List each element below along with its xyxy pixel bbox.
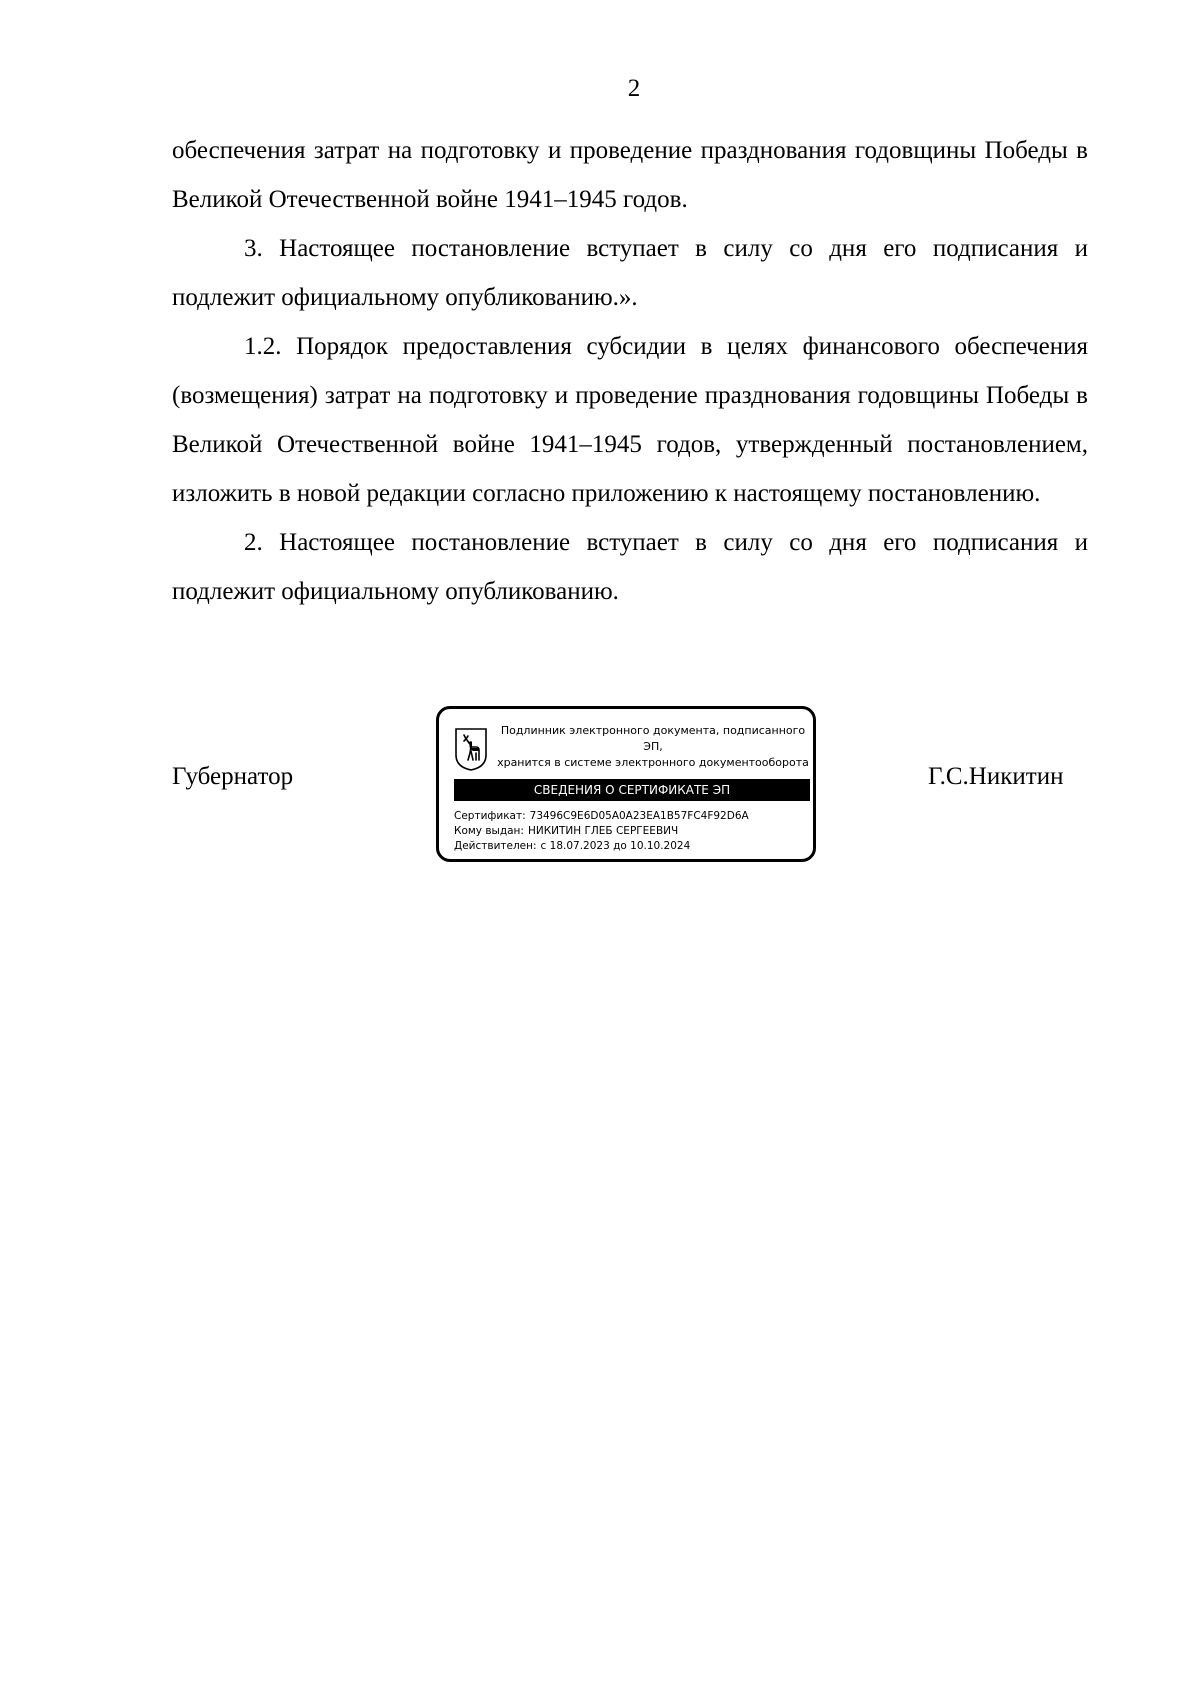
electronic-signature-stamp <box>436 706 816 862</box>
issued-to-row <box>454 824 810 839</box>
certificate-label: Сертификат: <box>454 810 526 822</box>
stamp-note <box>495 723 811 771</box>
valid-label: Действителен: <box>454 840 537 852</box>
page-number: 2 <box>627 75 641 102</box>
stamp-note-line-1: Подлинник электронного документа, подписанного ЭП, <box>500 724 806 753</box>
valid-row <box>454 839 810 854</box>
paragraph-item-3: 3. Настоящее постановление вступает в силу со дня его подписания и подлежит официальному опубликованию.». <box>172 235 1088 311</box>
stamp-fields <box>454 809 810 854</box>
paragraph-item-2: 2. Настоящее постановление вступает в силу со дня его подписания и подлежит официальному опубликованию. <box>172 529 1088 605</box>
deer-coat-of-arms-icon <box>454 727 488 771</box>
paragraph-item-1-2: 1.2. Порядок предоставления субсидии в целях финансового обеспечения (возмещения) затрат на подготовку и проведение празднования годовщины Победы в Великой Отечественной войне 1941–1945 годов, утвержденный постановлением, изложить в новой редакции согласно приложению к настоящему постановлению. <box>172 333 1088 507</box>
issued-to-value: НИКИТИН ГЛЕБ СЕРГЕЕВИЧ <box>527 825 679 837</box>
document-body <box>172 126 1088 616</box>
paragraph-continuation: обеспечения затрат на подготовку и проведение празднования годовщины Победы в Великой Отечественной войне 1941–1945 годов. <box>172 137 1088 213</box>
signatory-name: Г.С.Никитин <box>928 763 1064 790</box>
certificate-value: 73496C9E6D05A0A23EA1B57FC4F92D6A <box>529 810 749 822</box>
certificate-row <box>454 809 810 824</box>
issued-to-label: Кому выдан: <box>454 825 524 837</box>
signatory-position: Губернатор <box>172 763 294 790</box>
stamp-header: СВЕДЕНИЯ О СЕРТИФИКАТЕ ЭП <box>454 779 810 801</box>
stamp-note-line-2: хранится в системе электронного документооборота <box>497 756 809 769</box>
valid-value: с 18.07.2023 до 10.10.2024 <box>540 840 691 852</box>
